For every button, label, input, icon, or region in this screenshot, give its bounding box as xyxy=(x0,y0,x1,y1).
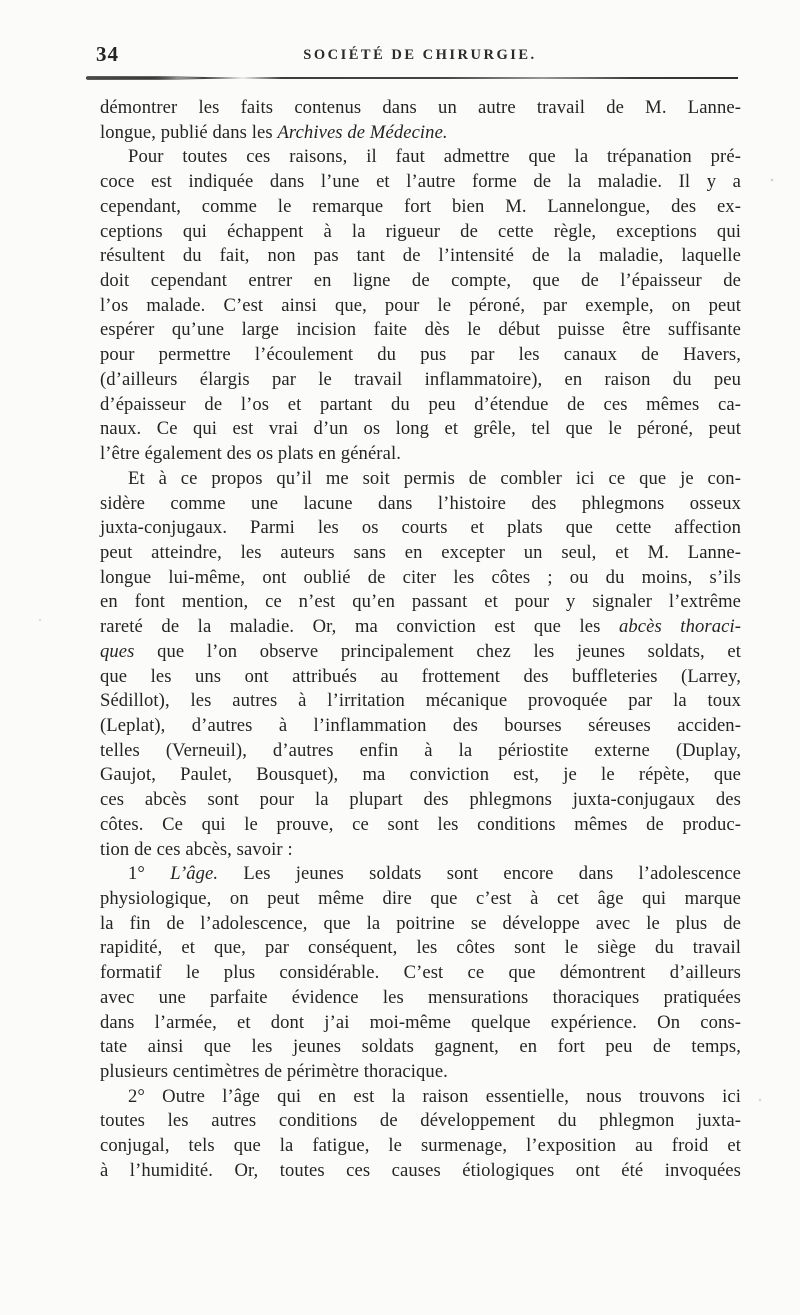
text-segment: que les uns ont attribués au frottement des buffleteries (Larrey, xyxy=(100,665,741,687)
text-line xyxy=(100,417,741,442)
text-segment: dans l’armée, et dont j’ai moi-même quelque expérience. On cons- xyxy=(100,1011,741,1033)
text-segment: ceptions qui échappent à la rigueur de cette règle, exceptions qui xyxy=(100,220,741,242)
text-segment: plusieurs centimètres de périmètre thoracique. xyxy=(100,1061,448,1083)
text-line xyxy=(100,294,741,319)
text-line xyxy=(100,318,741,343)
text-segment: rareté de la maladie. Or, ma conviction est que les xyxy=(100,616,619,638)
text-line xyxy=(100,1109,741,1134)
text-line xyxy=(100,1060,741,1085)
text-segment: peut atteindre, les auteurs sans en excepter un seul, et M. Lanne- xyxy=(100,541,741,563)
text-line xyxy=(100,566,741,591)
text-segment: Gaujot, Paulet, Bousquet), ma conviction est, je le répète, que xyxy=(100,764,741,786)
header-rule-line xyxy=(86,77,738,79)
text-segment: toutes les autres conditions de développement du phlegmon juxta- xyxy=(100,1110,741,1132)
page-number: 34 xyxy=(96,42,119,66)
text-segment: physiologique, on peut même dire que c’est à cet âge qui marque xyxy=(100,888,741,909)
text-segment: d’épaisseur de l’os et partant du peu d’étendue de ces mêmes ca- xyxy=(100,393,741,415)
text-line xyxy=(100,516,741,541)
text-segment: en font mention, ce n’est qu’en passant et pour y signaler l’extrême xyxy=(100,591,741,613)
text-line xyxy=(100,615,741,640)
text-line xyxy=(100,887,741,912)
text-line xyxy=(100,541,741,566)
text-line xyxy=(100,1134,741,1159)
text-segment: Et à ce propos qu’il me soit permis de combler ici ce que je con- xyxy=(128,467,741,489)
text-line xyxy=(100,145,741,170)
text-segment: coce est indiquée dans l’une et l’autre forme de la maladie. Il y a xyxy=(100,171,741,193)
text-segment: rapidité, et que, par conséquent, les côtes sont le siège du travail xyxy=(100,937,741,959)
text-segment: (d’ailleurs élargis par le travail inflammatoire), en raison du peu xyxy=(100,368,741,390)
italic-text-segment: abcès thoraci- xyxy=(618,616,741,638)
text-segment: à l’humidité. Or, toutes ces causes étiologiques ont été invoquées xyxy=(100,1159,741,1181)
header-rule xyxy=(86,76,738,80)
running-title: SOCIÉTÉ DE CHIRURGIE. xyxy=(303,47,537,63)
text-segment: espérer qu’une large incision faite dès le début puisse être suffisante xyxy=(100,319,741,341)
text-segment: cependant, comme le remarque fort bien M. Lannelongue, des ex- xyxy=(100,195,741,217)
text-segment: démontrer les faits contenus dans un autre travail de M. Lanne- xyxy=(100,97,741,118)
text-segment: la fin de l’adolescence, que la poitrine se développe avec le plus de xyxy=(100,912,741,934)
text-segment: conjugal, tels que la fatigue, le surmenage, l’exposition au froid et xyxy=(100,1135,741,1157)
text-segment: longue, publié dans les xyxy=(100,121,278,143)
text-line xyxy=(100,788,741,813)
text-line xyxy=(100,343,741,368)
text-segment: 2° Outre l’âge qui en est la raison essentielle, nous trouvons ici xyxy=(128,1085,741,1107)
text-segment: naux. Ce qui est vrai d’un os long et grêle, tel que le péroné, peut xyxy=(100,418,741,440)
text-segment: l’être également des os plats en général. xyxy=(100,443,401,465)
text-line xyxy=(100,96,741,121)
text-line xyxy=(100,1085,741,1110)
text-segment: sidère comme une lacune dans l’histoire des phlegmons osseux xyxy=(100,492,741,514)
text-line xyxy=(100,1011,741,1036)
text-line xyxy=(100,838,741,863)
text-line xyxy=(100,393,741,418)
text-line xyxy=(100,170,741,195)
italic-text-segment: Archives de Médecine. xyxy=(277,121,448,143)
text-line xyxy=(100,121,741,146)
text-segment: 1° xyxy=(128,863,171,885)
text-segment: tate ainsi que les jeunes soldats gagnent, en fort peu de temps, xyxy=(100,1036,741,1058)
text-segment: pour permettre l’écoulement du pus par les canaux de Havers, xyxy=(100,344,741,366)
text-line xyxy=(100,368,741,393)
text-line xyxy=(100,244,741,269)
text-segment: Sédillot), les autres à l’irritation mécanique provoquée par la toux xyxy=(100,690,741,712)
text-segment: que l’on observe principalement chez les jeunes soldats, et xyxy=(134,640,741,662)
text-line xyxy=(100,961,741,986)
italic-text-segment: L’âge. xyxy=(170,863,219,885)
text-line xyxy=(100,269,741,294)
text-line xyxy=(100,714,741,739)
text-line xyxy=(100,665,741,690)
text-segment: telles (Verneuil), d’autres enfin à la périostite externe (Duplay, xyxy=(100,739,741,761)
text-segment: Pour toutes ces raisons, il faut admettre que la trépanation pré- xyxy=(128,146,741,168)
text-line xyxy=(100,1035,741,1060)
text-segment: résultent du fait, non pas tant de l’intensité de la maladie, laquelle xyxy=(100,245,741,267)
text-line xyxy=(100,689,741,714)
text-line xyxy=(100,220,741,245)
text-segment: avec une parfaite évidence les mensurations thoraciques pratiquées xyxy=(100,986,741,1008)
text-segment: tion de ces abcès, savoir : xyxy=(100,838,293,860)
text-line xyxy=(100,862,741,887)
text-line xyxy=(100,195,741,220)
text-segment: ces abcès sont pour la plupart des phlegmons juxta-conjugaux des xyxy=(100,789,741,811)
text-line xyxy=(100,912,741,937)
text-segment: longue lui-même, ont oublié de citer les côtes ; ou du moins, s’ils xyxy=(100,566,741,588)
text-line xyxy=(100,640,741,665)
text-segment: formatif le plus considérable. C’est ce que démontrent d’ailleurs xyxy=(100,962,741,984)
text-line xyxy=(100,936,741,961)
text-line xyxy=(100,813,741,838)
text-segment: Les jeunes soldats sont encore dans l’adolescence xyxy=(218,863,741,885)
italic-text-segment: ques xyxy=(100,640,135,662)
text-segment: juxta-conjugaux. Parmi les os courts et plats que cette affection xyxy=(100,517,741,539)
text-block xyxy=(100,96,741,1184)
text-line xyxy=(100,492,741,517)
text-line xyxy=(100,467,741,492)
text-segment: doit cependant entrer en ligne de compte, que de l’épaisseur de xyxy=(100,270,741,292)
text-line xyxy=(100,442,741,467)
text-segment: côtes. Ce qui le prouve, ce sont les conditions mêmes de produc- xyxy=(100,813,741,835)
text-line xyxy=(100,1159,741,1184)
text-line xyxy=(100,986,741,1011)
text-line xyxy=(100,739,741,764)
text-segment: (Leplat), d’autres à l’inflammation des bourses séreuses acciden- xyxy=(100,714,741,736)
text-line xyxy=(100,590,741,615)
text-segment: l’os malade. C’est ainsi que, pour le péroné, par exemple, on peut xyxy=(100,294,741,316)
text-line xyxy=(100,763,741,788)
